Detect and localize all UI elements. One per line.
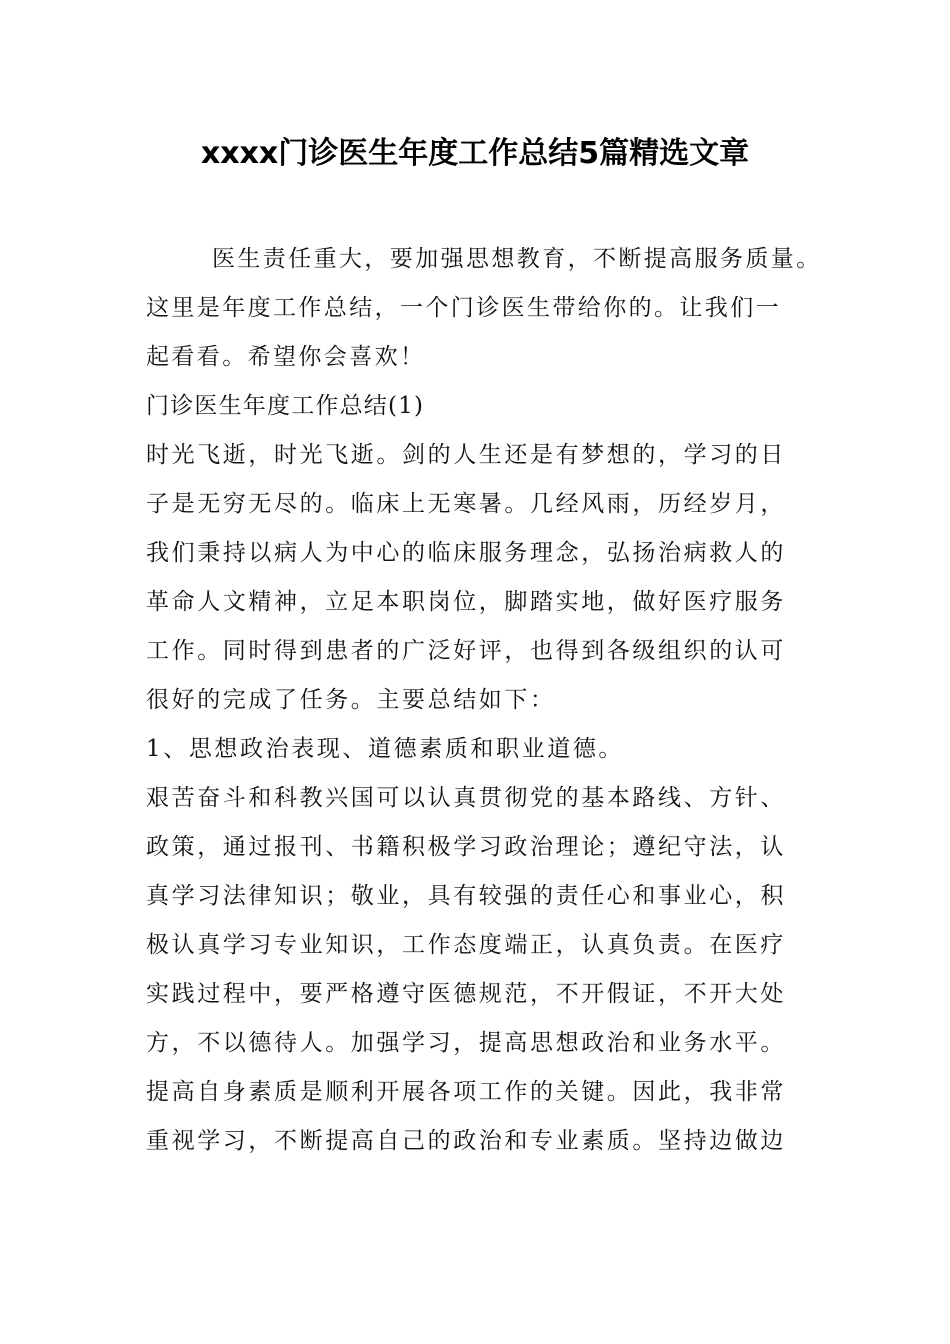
text-line: 起看看。希望你会喜欢！ [146, 344, 426, 370]
text-line: 提高自身素质是顺利开展各项工作的关键。因此，我非常 [146, 1079, 786, 1105]
text-line: 革命人文精神，立足本职岗位，脚踏实地，做好医疗服务 [146, 589, 786, 615]
text-line: 1、思想政治表现、道德素质和职业道德。 [146, 736, 625, 762]
text-line: 方，不以德待人。加强学习，提高思想政治和业务水平。 [146, 1030, 786, 1056]
text-line: 政策，通过报刊、书籍积极学习政治理论；遵纪守法，认 [146, 834, 786, 860]
text-line: 工作。同时得到患者的广泛好评，也得到各级组织的认可 [146, 638, 786, 664]
document-title: xxxx门诊医生年度工作总结5篇精选文章 [200, 136, 750, 171]
text-line: 我们秉持以病人为中心的临床服务理念，弘扬治病救人的 [146, 540, 786, 566]
text-line: 这里是年度工作总结，一个门诊医生带给你的。让我们一 [146, 295, 781, 321]
text-line: 时光飞逝，时光飞逝。剑的人生还是有梦想的，学习的日 [146, 442, 786, 468]
text-line: 极认真学习专业知识，工作态度端正，认真负责。在医疗 [146, 932, 786, 958]
text-line: 医生责任重大，要加强思想教育，不断提高服务质量。 [212, 246, 822, 272]
section-heading: 门诊医生年度工作总结(1) [146, 393, 425, 419]
text-line: 重视学习，不断提高自己的政治和专业素质。坚持边做边 [146, 1128, 786, 1154]
text-line: 真学习法律知识；敬业，具有较强的责任心和事业心，积 [146, 883, 786, 909]
document-body [146, 235, 836, 1166]
text-line: 实践过程中，要严格遵守医德规范，不开假证，不开大处 [146, 981, 786, 1007]
text-line: 子是无穷无尽的。临床上无寒暑。几经风雨，历经岁月， [146, 491, 786, 517]
text-line: 艰苦奋斗和科教兴国可以认真贯彻党的基本路线、方针、 [146, 785, 786, 811]
text-line: 很好的完成了任务。主要总结如下： [146, 687, 556, 713]
